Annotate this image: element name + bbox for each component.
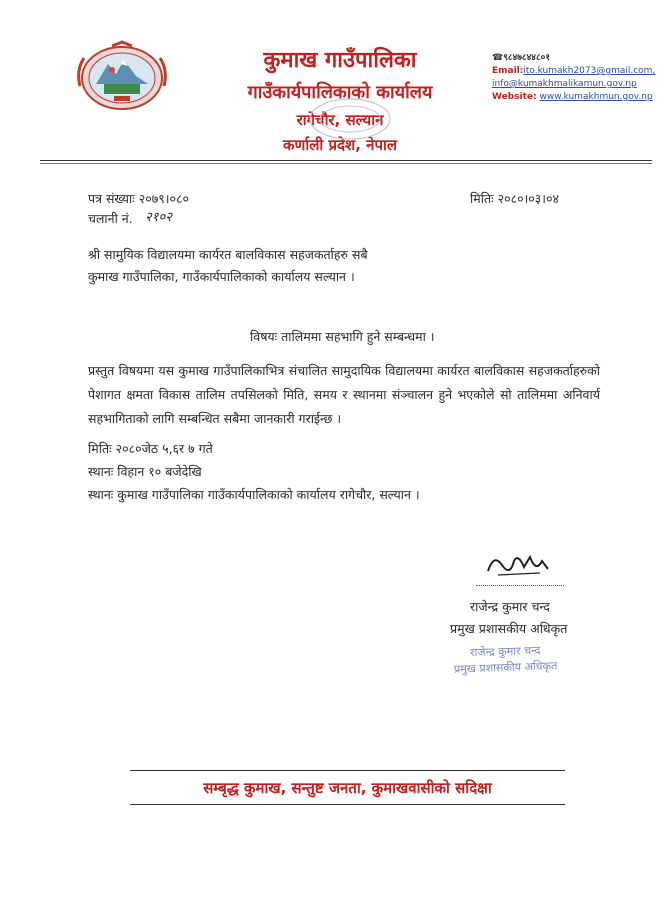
office-name: गाउँकार्यपालिकाको कार्यालय <box>247 82 433 103</box>
stamp-title: प्रमुख प्रशासकीय अधिकृत <box>453 659 558 676</box>
footer-divider-bottom <box>130 804 565 805</box>
letter-date: मितिः २०८०।०३।०४ <box>470 191 560 206</box>
province-country: कर्णाली प्रदेश, नेपाल <box>282 136 398 154</box>
handwritten-signature <box>484 547 554 581</box>
office-seal-watermark <box>305 96 395 142</box>
training-time: स्थानः विहान १० बजेदेखि <box>88 464 202 479</box>
header-divider <box>40 160 652 161</box>
municipality-name: कुमाख गाउँपालिका <box>263 48 417 73</box>
contact-info <box>492 52 660 104</box>
footer-slogan: सम्बृद्ध कुमाख, सन्तुष्ट जनता, कुमाखवासीको सदिक्षा <box>203 779 492 797</box>
letter-number: पत्र संख्याः २०७९।०८० <box>88 191 189 206</box>
recipient-line-1: श्री सामुयिक विद्यालयमा कार्यरत बालविकास सहजकर्ताहरु सबै <box>88 247 368 262</box>
body-paragraph: प्रस्तुत विषयमा यस कुमाख गाउँपालिकाभित्र संचालित सामुदायिक विद्यालयमा कार्यरत बालविकास सहजकर्ताहरुको पेशागत क्षमता विकास तालिम तपसिलको मिति, समय र स्थानमा संञ्चालन हुने भएकोले सो तालिममा अनिवार्य सहभागिताको लागि सम्बन्धित सबैमा जानकारी गराईन्छ । <box>88 363 600 426</box>
email-link-2[interactable]: info@kumakhmalikamun.gov.np <box>492 79 637 89</box>
nepal-emblem-logo <box>74 40 170 112</box>
dispatch-number-handwritten: २१०२ <box>145 210 173 225</box>
email-label: Email: <box>492 66 524 76</box>
email-link-1[interactable]: ito.kumakh2073@gmail.com, <box>523 66 656 76</box>
signature-line <box>476 585 564 586</box>
signatory-name: राजेन्द्र कुमार चन्द <box>470 599 550 614</box>
dispatch-number-label: चलानी नं. <box>88 211 133 226</box>
stamp-name: राजेन्द्र कुमार चन्द <box>469 643 541 660</box>
signatory-title: प्रमुख प्रशासकीय अधिकृत <box>450 621 568 636</box>
website-label: Website: <box>492 92 537 102</box>
header-divider-thin <box>40 163 652 164</box>
recipient-line-2: कुमाख गाउँपालिका, गाउँकार्यपालिकाको कार्यालय सल्यान । <box>88 269 355 284</box>
office-location: रागेचौर, सल्यान <box>296 111 384 129</box>
phone-number: ☎९८४७८४४८०१ <box>492 53 551 63</box>
training-date: मितिः २०८०जेठ ५,६र ७ गते <box>88 441 213 456</box>
subject-line: विषयः तालिममा सहभागि हुने सम्बन्धमा । <box>250 329 435 344</box>
footer-divider-top <box>130 770 565 771</box>
website-link[interactable]: www.kumakhmun.gov.np <box>539 92 653 102</box>
training-place: स्थानः कुमाख गाउँपालिका गाउँकार्यपालिकाको कार्यालय रागेचौर, सल्यान । <box>88 487 420 502</box>
